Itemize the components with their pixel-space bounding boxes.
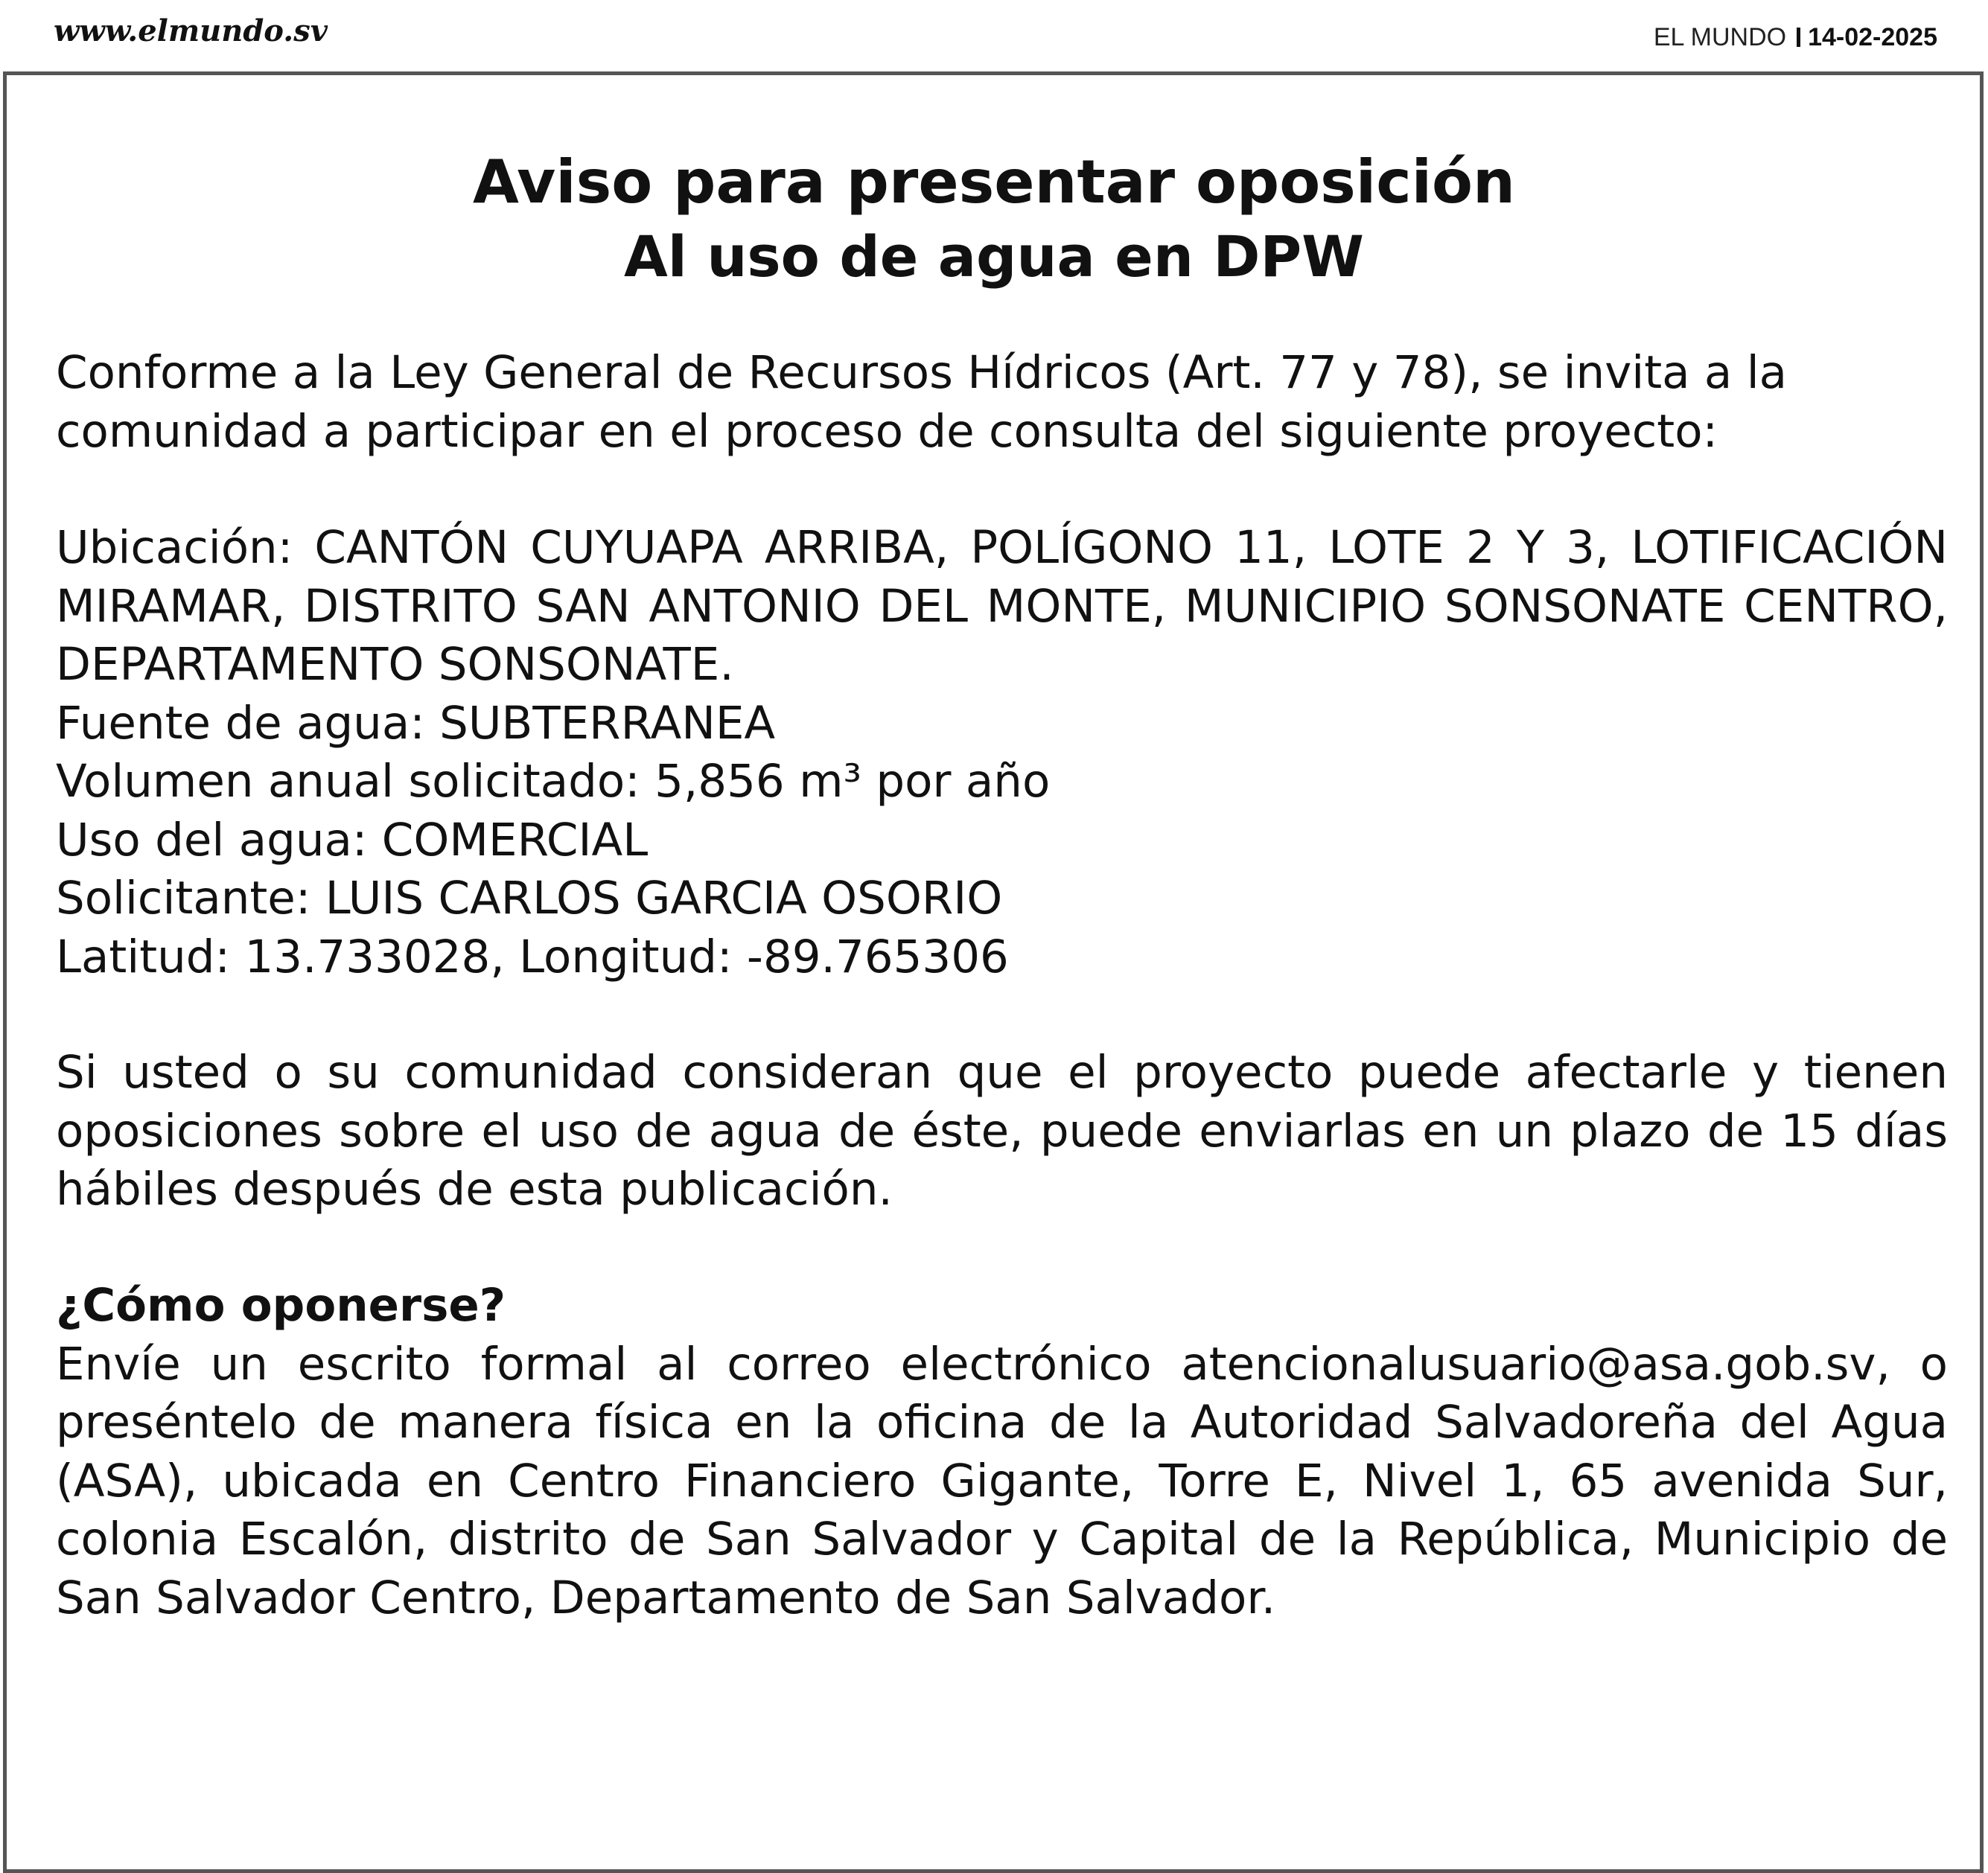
site-url: www.elmundo.sv (54, 13, 328, 48)
intro-paragraph (56, 344, 1948, 461)
project-details (56, 519, 1948, 986)
location-text: Ubicación: CANTÓN CUYUAPA ARRIBA, POLÍGONO 11, LOTE 2 Y 3, LOTIFICACIÓN MIRAMAR, DISTRITO SAN ANTONIO DEL MONTE, MUNICIPIO SONSONATE CENTRO, DEPARTAMENTO SONSONATE. (56, 521, 1948, 691)
annual-volume-text: Volumen anual solicitado: 5,856 m³ por año (56, 755, 1051, 808)
how-to-oppose-heading: ¿Cómo oponerse? (56, 1279, 506, 1332)
publication-name: EL MUNDO (1653, 23, 1787, 51)
water-use-text: Uso del agua: COMERCIAL (56, 813, 649, 867)
separator-bar (1797, 28, 1800, 47)
opposition-paragraph (56, 1044, 1948, 1219)
publication-info (1654, 25, 1937, 50)
how-to-oppose-section (56, 1277, 1948, 1627)
coordinates-text: Latitud: 13.733028, Longitud: -89.765306 (56, 930, 1009, 983)
publication-date: 14-02-2025 (1808, 23, 1937, 51)
notice-title: Aviso para presentar oposición (473, 147, 1515, 217)
how-to-oppose-text: Envíe un escrito formal al correo electrónico atencionalusuario@asa.gob.sv, o preséntelo de manera física en la oficina de la Autoridad Salvadoreña del Agua (ASA), ubicada en Centro Financiero Gigante, Torre E, Nivel 1, 65 avenida Sur, colonia Escalón, distrito de San Salvador y Capital de la República, Municipio de San Salvador Centro, Departamento de San Salvador. (56, 1337, 1948, 1624)
intro-text: Conforme a la Ley General de Recursos Hídricos (Art. 77 y 78), se invita a la comunidad a participar en el proceso de consulta del siguiente proyecto: (56, 346, 1788, 458)
notice-titles (0, 145, 1988, 294)
applicant-text: Solicitante: LUIS CARLOS GARCIA OSORIO (56, 872, 1003, 925)
notice-subtitle: Al uso de agua en DPW (623, 223, 1364, 290)
page-header (0, 0, 1988, 71)
opposition-text: Si usted o su comunidad consideran que el proyecto puede afectarle y tienen oposiciones sobre el uso de agua de éste, puede enviarlas en un plazo de 15 días hábiles después de esta publicación. (56, 1046, 1948, 1216)
water-source-text: Fuente de agua: SUBTERRANEA (56, 696, 776, 750)
